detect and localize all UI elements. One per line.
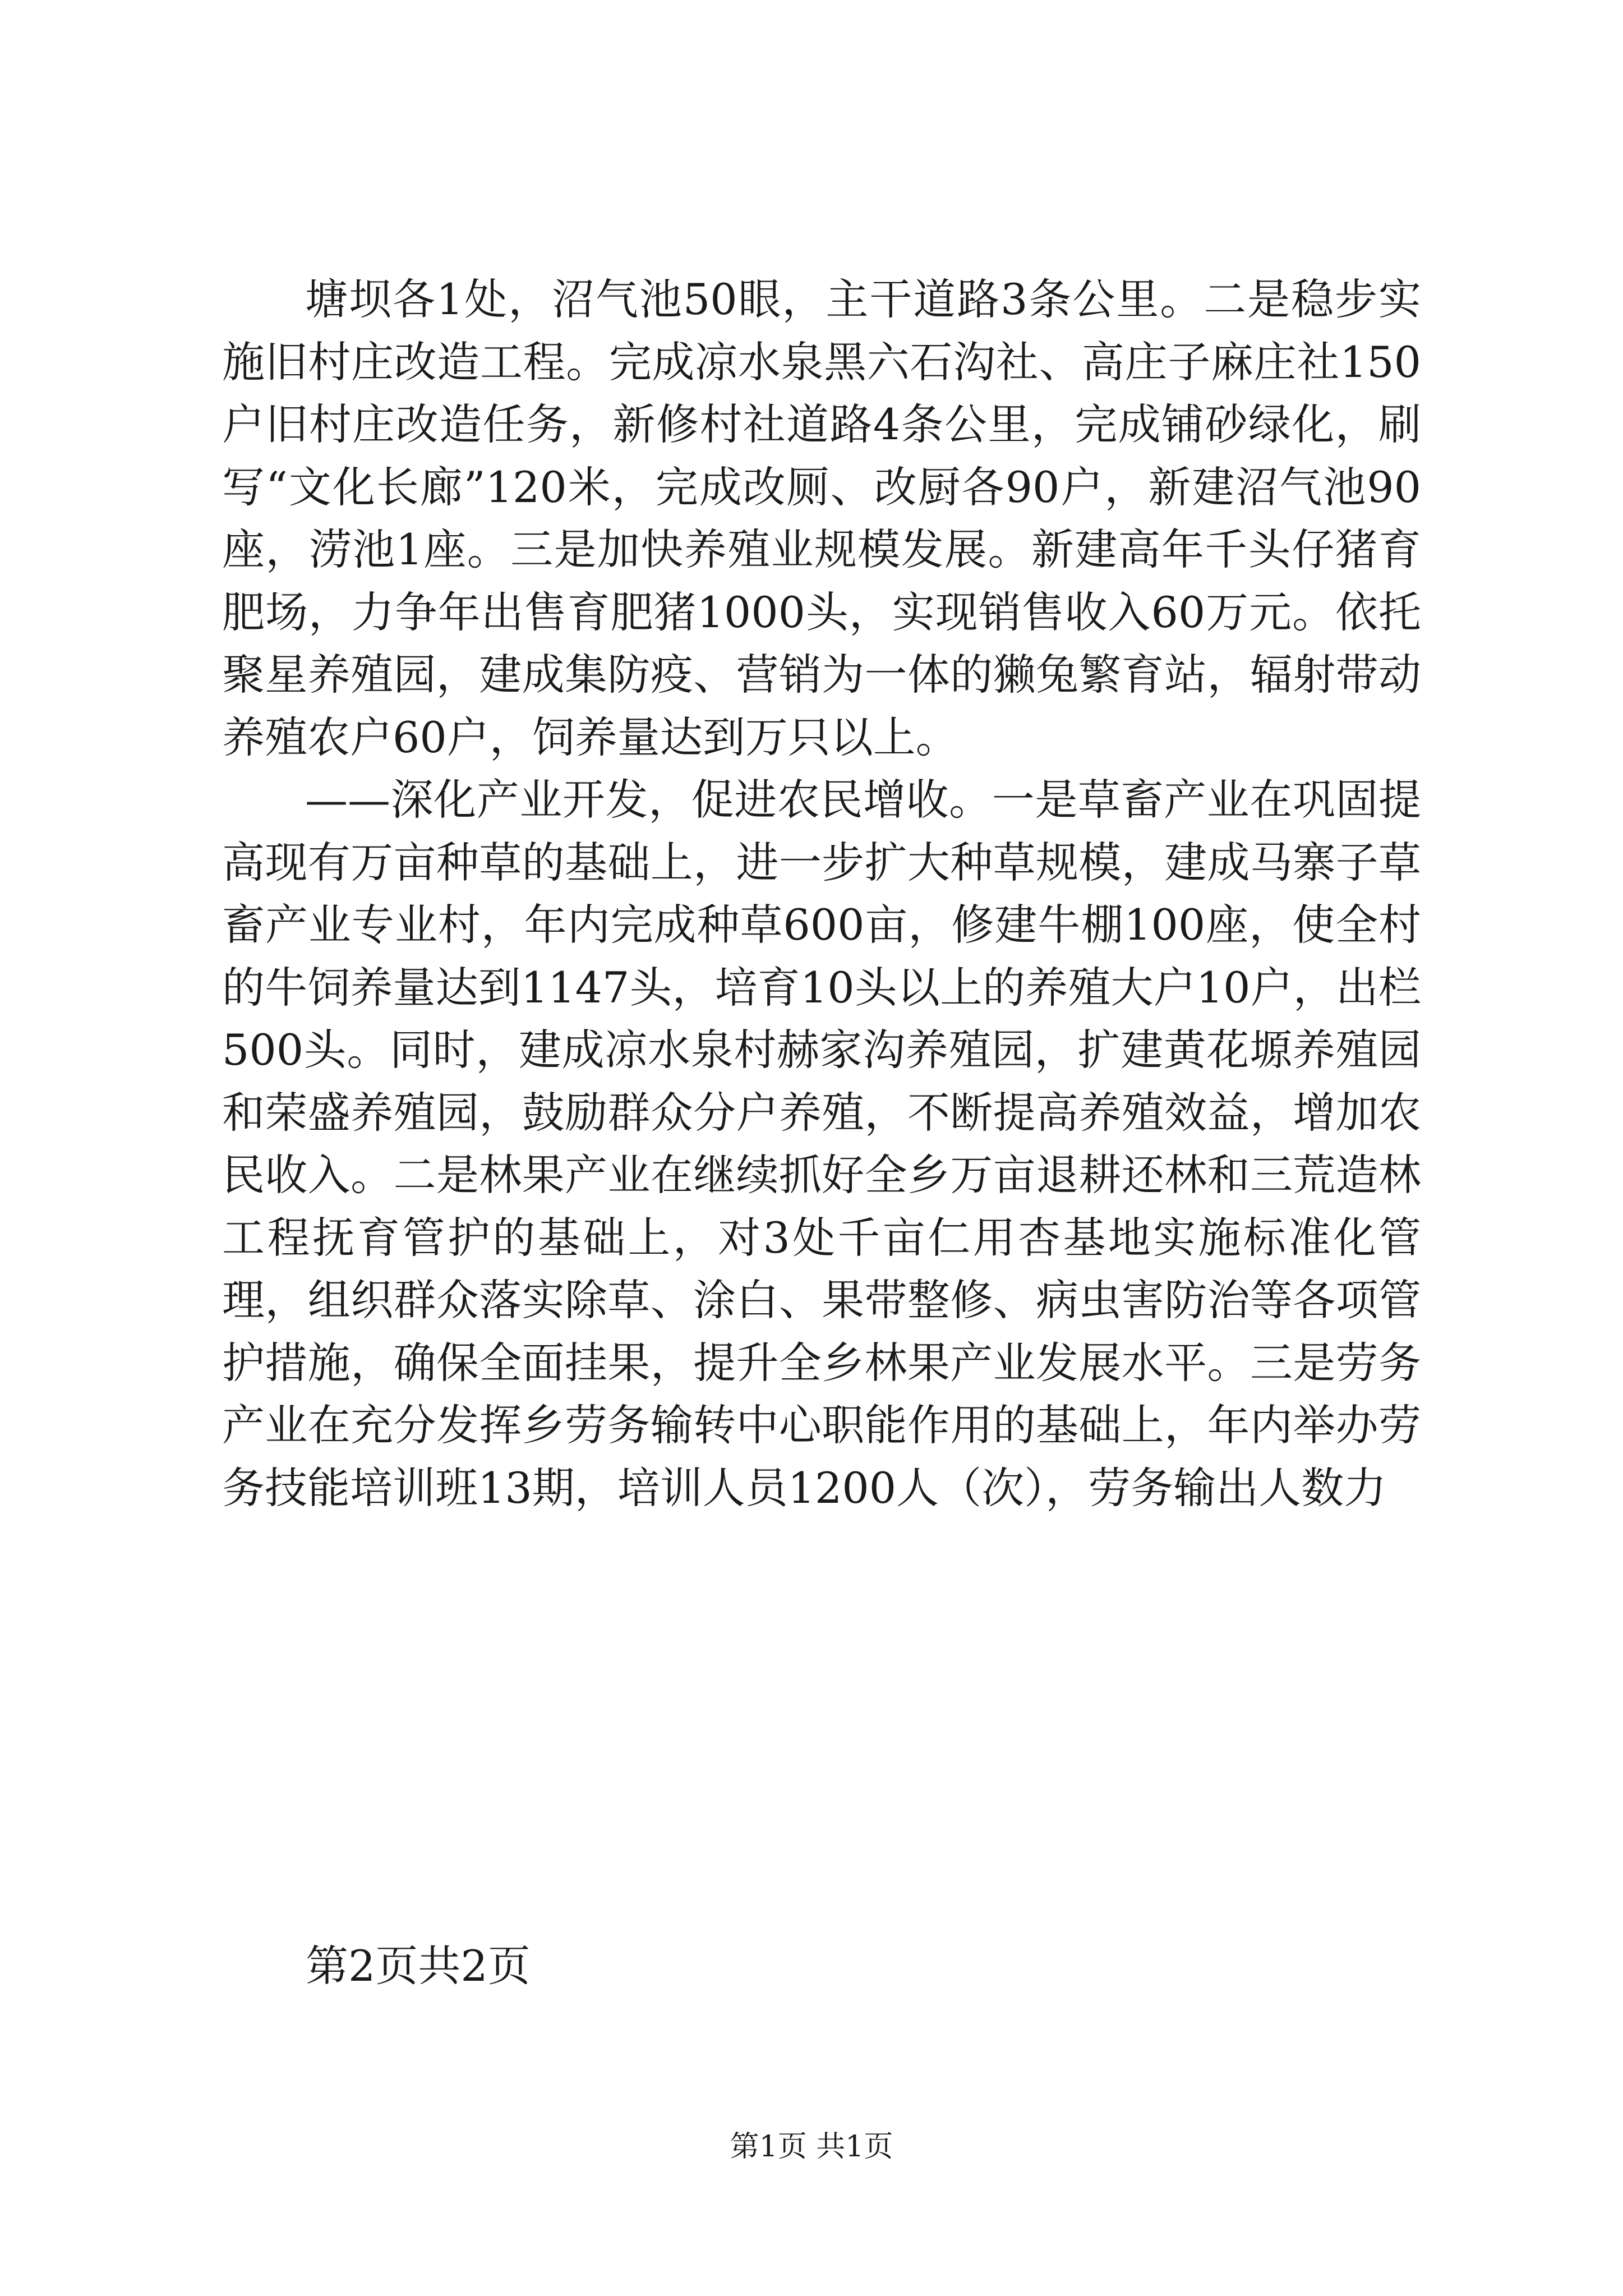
document-body	[222, 268, 1421, 1519]
paragraph-1: 塘坝各1处，沼气池50眼，主干道路3条公里。二是稳步实施旧村庄改造工程。完成凉水泉黑六石沟社、高庄子麻庄社150户旧村庄改造任务，新修村社道路4条公里，完成铺砂绿化，刷写“文化长廊”120米，完成改厕、改厨各90户，新建沼气池90座，涝池1座。三是加快养殖业规模发展。新建高年千头仔猪育肥场，力争年出售育肥猪1000头，实现销售收入60万元。依托聚星养殖园，建成集防疫、营销为一体的獭兔繁育站，辐射带动养殖农户60户，饲养量达到万只以上。	[222, 274, 1421, 762]
page-footer: 第1页 共1页	[730, 2130, 893, 2164]
paragraph-2: ——深化产业开发，促进农民增收。一是草畜产业在巩固提高现有万亩种草的基础上，进一步扩大种草规模，建成马寨子草畜产业专业村，年内完成种草600亩，修建牛棚100座，使全村的牛饲养量达到1147头，培育10头以上的养殖大户10户，出栏500头。同时，建成凉水泉村赫家沟养殖园，扩建黄花塬养殖园和荣盛养殖园，鼓励群众分户养殖，不断提高养殖效益，增加农民收入。二是林果产业在继续抓好全乡万亩退耕还林和三荒造林工程抚育管护的基础上，对3处千亩仁用杏基地实施标准化管理，组织群众落实除草、涂白、果带整修、病虫害防治等各项管护措施，确保全面挂果，提升全乡林果产业发展水平。三是劳务产业在充分发挥乡劳务输转中心职能作用的基础上，年内举办劳务技能培训班13期，培训人员1200人（次），劳务输出人数力	[222, 775, 1421, 1513]
inline-page-number: 第2页共2页	[306, 1941, 531, 1991]
